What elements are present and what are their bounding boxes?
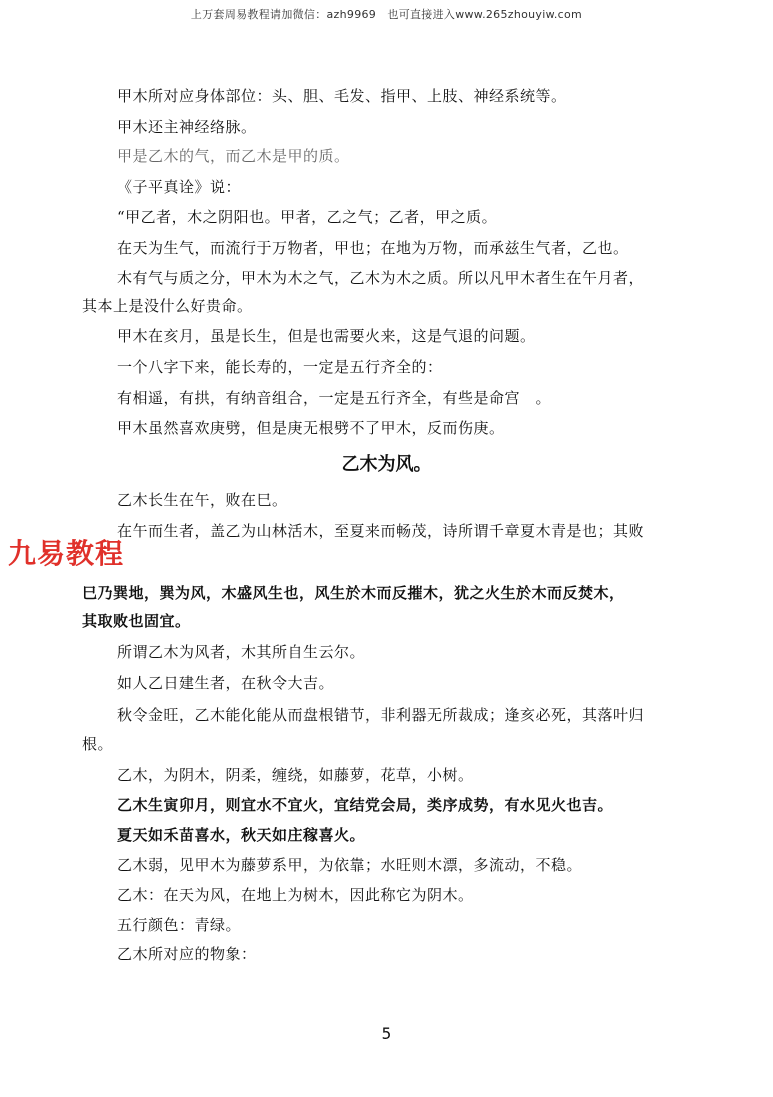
text-line: 有相遥，有拱，有纳音组合，一定是五行齐全，有些是命宫 。 bbox=[117, 389, 552, 407]
section-heading: 乙木为风。 bbox=[341, 454, 432, 475]
watermark-logo: 九易教程 bbox=[8, 537, 125, 570]
text-line: 巳乃巽地，巽为风，木盛风生也，风生於木而反摧木，犹之火生於木而反焚木， bbox=[82, 584, 625, 602]
text-line: 甲木所对应身体部位：头、胆、毛发、指甲、上肢、神经系统等。 bbox=[117, 87, 567, 105]
text-line: 一个八字下来，能长寿的，一定是五行齐全的： bbox=[117, 358, 443, 376]
text-line: 乙木弱，见甲木为藤萝系甲，为依靠；水旺则木漂，多流动，不稳。 bbox=[117, 856, 583, 874]
text-line: 甲木虽然喜欢庚劈，但是庚无根劈不了甲木，反而伤庚。 bbox=[117, 419, 505, 437]
text-line: 在天为生气，而流行于万物者，甲也；在地为万物，而承兹生气者，乙也。 bbox=[117, 239, 629, 257]
text-line: 乙木：在天为风，在地上为树木，因此称它为阴木。 bbox=[117, 886, 474, 904]
text-line: 乙木生寅卯月，则宜水不宜火，宜结党会局，类序成势，有水见火也吉。 bbox=[117, 796, 614, 814]
page-number: 5 bbox=[381, 1024, 392, 1043]
text-line: 甲是乙木的气，而乙木是甲的质。 bbox=[117, 147, 350, 165]
text-line: 如人乙日建生者，在秋令大吉。 bbox=[117, 674, 335, 692]
text-line: 其本上是没什么好贵命。 bbox=[82, 297, 253, 315]
page-header-banner: 上万套周易教程请加微信：azh9969 也可直接进入www.265zhouyiw.com bbox=[190, 8, 583, 21]
text-line: 夏天如禾苗喜水，秋天如庄稼喜火。 bbox=[117, 826, 366, 844]
text-line: 甲木还主神经络脉。 bbox=[117, 118, 257, 136]
text-line: 乙木所对应的物象： bbox=[117, 945, 257, 963]
text-line: 其取败也固宜。 bbox=[82, 612, 191, 630]
text-line: 木有气与质之分，甲木为木之气，乙木为木之质。所以凡甲木者生在午月者， bbox=[117, 269, 645, 287]
text-line: 秋令金旺，乙木能化能从而盘根错节，非利器无所裁成；逢亥必死，其落叶归 bbox=[117, 706, 645, 724]
text-line: 五行颜色：青绿。 bbox=[117, 916, 242, 934]
text-line: 所谓乙木为风者，木其所自生云尔。 bbox=[117, 643, 366, 661]
text-line: 乙木长生在午，败在巳。 bbox=[117, 491, 288, 509]
text-line: “甲乙者，木之阴阳也。甲者，乙之气；乙者，甲之质。 bbox=[117, 208, 498, 226]
text-line: 《子平真诠》说： bbox=[117, 178, 242, 196]
text-line: 在午而生者，盖乙为山林活木，至夏来而畅茂，诗所谓千章夏木青是也；其败 bbox=[117, 522, 645, 540]
text-line: 甲木在亥月，虽是长生，但是也需要火来，这是气退的问题。 bbox=[117, 327, 536, 345]
text-line: 根。 bbox=[82, 735, 114, 753]
text-line: 乙木，为阴木，阴柔，缠绕，如藤萝，花草，小树。 bbox=[117, 766, 474, 784]
